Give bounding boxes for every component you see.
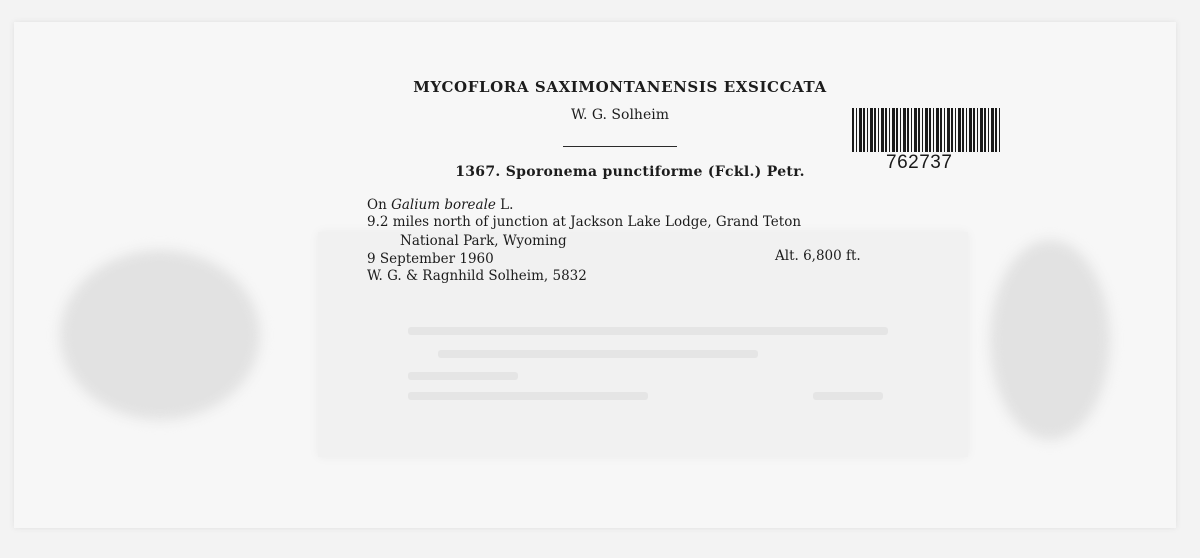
locality-line-2: National Park, Wyoming [400,233,567,249]
host-line [367,197,513,213]
collector-header: W. G. Solheim [571,107,669,123]
host-prefix: On [367,197,392,213]
barcode-image [852,108,1002,152]
barcode-number: 762737 [886,152,953,173]
host-name: Galium boreale [391,197,496,213]
host-author: L. [495,197,514,213]
divider-rule [563,146,677,147]
collectors: W. G. & Ragnhild Solheim, 5832 [367,268,587,284]
series-title: MYCOFLORA SAXIMONTANENSIS EXSICCATA [413,78,827,96]
locality-line-1: 9.2 miles north of junction at Jackson Lake Lodge, Grand Teton [367,214,802,230]
specimen-title: 1367. Sporonema punctiforme (Fckl.) Petr. [455,164,805,180]
altitude: Alt. 6,800 ft. [775,248,861,264]
collection-date: 9 September 1960 [367,251,494,267]
